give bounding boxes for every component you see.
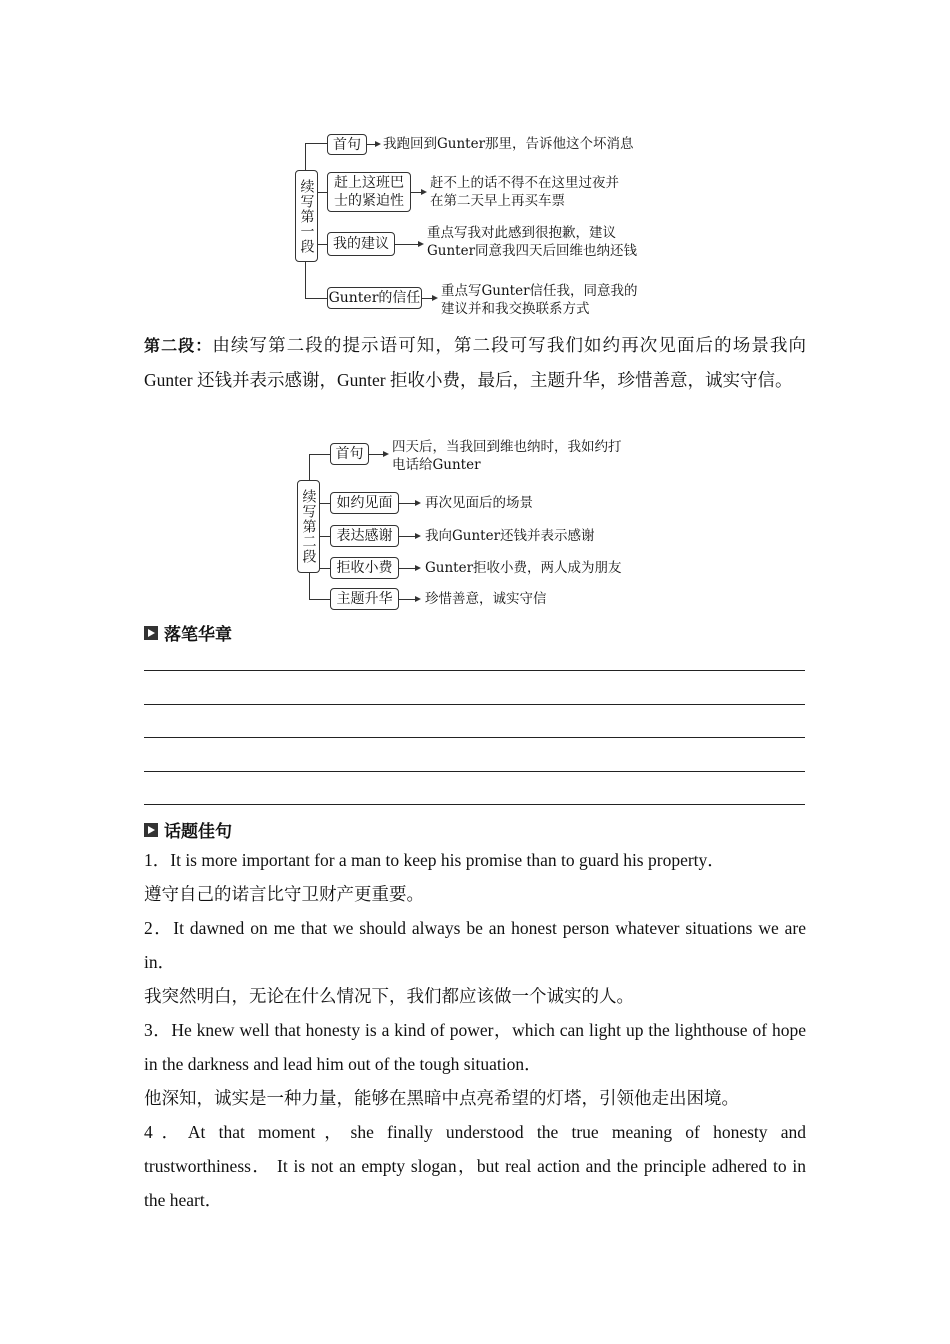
branch-box: 首句 [330, 443, 369, 465]
branch-box: 主题升华 [330, 588, 399, 610]
branch-text: Gunter同意我四天后回维也纳还钱 [427, 243, 638, 259]
section-heading [144, 817, 232, 842]
label-line: 士的紧迫性 [334, 193, 404, 209]
branch-text: 再次见面后的场景 [425, 495, 533, 511]
branch-box [327, 172, 411, 212]
root-box: 续写第一段 [295, 170, 318, 262]
sentence-en: 3．He knew well that honesty is a kind of power，which can light up the lighthouse of hope in the darkness and lead him out of the tough situation． [144, 1020, 806, 1074]
branch-text: Gunter拒收小费，两人成为朋友 [425, 560, 622, 576]
paragraph-text: 由续写第二段的提示语可知，第二段可写我们如约再次见面后的场景我向 Gunter 还钱并表示感谢，Gunter 拒收小费，最后，主题升华，珍惜善意，诚实守信。 [144, 335, 806, 390]
paragraph-lead: 第二段： [144, 336, 213, 355]
branch-text: 珍惜善意，诚实守信 [425, 591, 547, 607]
section-title: 话题佳句 [164, 822, 232, 842]
branch-text: 重点写我对此感到很抱歉，建议 [427, 225, 616, 241]
sentence-en: 1．It is more important for a man to keep his promise than to guard his property． [144, 850, 725, 870]
branch-text: 重点写Gunter信任我，同意我的 [441, 283, 638, 299]
sentence-en: 4．At that moment，she finally understood the true meaning of honesty and trustworthiness． It is not an empty slogan，but real action and the principle adhered to in the heart． [144, 1122, 806, 1210]
root-box: 续写第二段 [297, 480, 320, 573]
play-triangle-icon [144, 823, 158, 837]
branch-text: 我跑回到Gunter那里，告诉他这个坏消息 [383, 136, 634, 152]
sentence-zh: 遵守自己的诺言比守卫财产更重要。 [144, 884, 424, 904]
branch-box: 拒收小费 [330, 557, 399, 579]
paragraph-2-guide [144, 328, 806, 397]
sentence-en: 2．It dawned on me that we should always be an honest person whatever situations we are in． [144, 918, 806, 972]
play-triangle-icon [144, 626, 158, 640]
branch-text: 我向Gunter还钱并表示感谢 [425, 528, 595, 544]
branch-box: 我的建议 [327, 232, 395, 256]
branch-text: 在第二天早上再买车票 [430, 193, 565, 209]
branch-text: 赶不上的话不得不在这里过夜并 [430, 175, 619, 191]
sentence-list [144, 843, 806, 1217]
branch-box: Gunter的信任 [327, 287, 422, 309]
sentence-zh: 他深知，诚实是一种力量，能够在黑暗中点亮希望的灯塔，引领他走出困境。 [144, 1088, 739, 1108]
branch-text: 电话给Gunter [392, 457, 481, 473]
section-title: 落笔华章 [164, 625, 232, 645]
branch-box: 表达感谢 [330, 525, 399, 547]
branch-text: 建议并和我交换联系方式 [441, 301, 590, 317]
branch-box: 首句 [327, 134, 367, 155]
label-line: 赶上这班巴 [334, 175, 404, 191]
sentence-zh: 我突然明白，无论在什么情况下，我们都应该做一个诚实的人。 [144, 986, 634, 1006]
section-heading [144, 620, 232, 645]
branch-text: 四天后，当我回到维也纳时，我如约打 [392, 439, 622, 455]
branch-box: 如约见面 [330, 492, 399, 514]
